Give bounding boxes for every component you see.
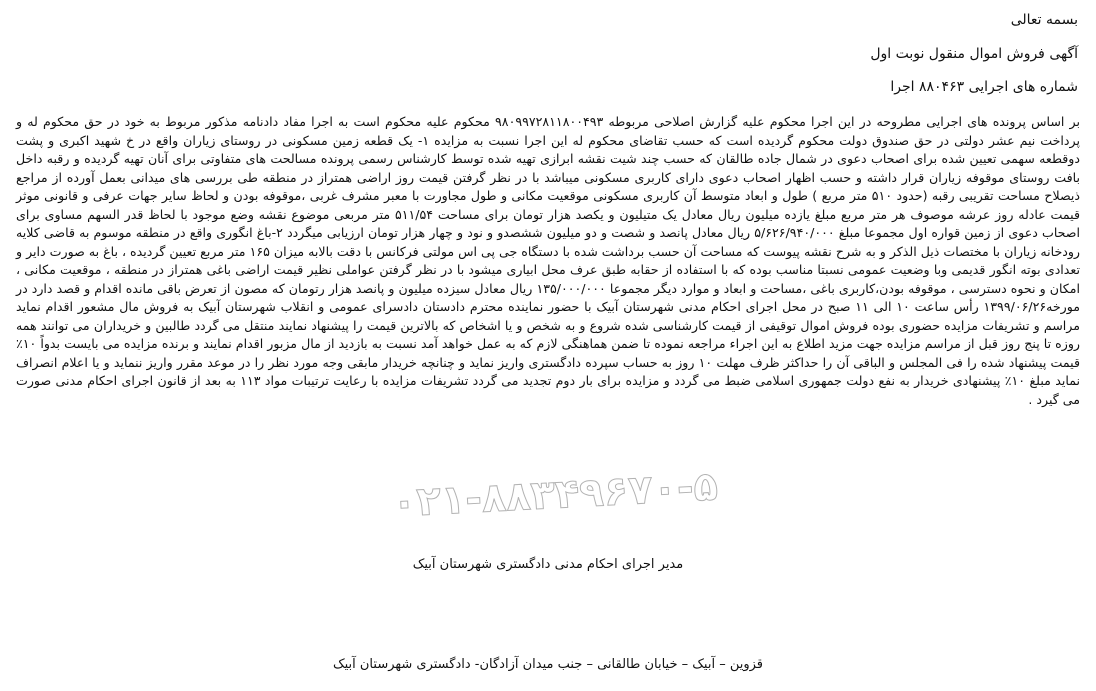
phone-watermark: ۰۲۱-۸۸۳۴۹۶۷۰-۵: [390, 463, 720, 527]
signer-title: مدیر اجرای احکام مدنی دادگستری شهرستان آبیک: [412, 557, 684, 572]
case-number: شماره های اجرایی ۸۸۰۴۶۳ اجرا: [890, 79, 1078, 95]
notice-body-paragraph: بر اساس پرونده های اجرایی مطروحه در این اجرا محکوم علیه گزارش اصلاحی مربوطه ۹۸۰۹۹۷۲۸۱۱۸۰۰۴۹۳ محکوم علیه محکوم است به اجرا مفاد دادنامه مذکور مربوط به خود در حق محکوم له و پرداخت نیم عشر دولتی در حق صندوق دولت محکوم گردیده است که حسب تقاضای محکوم له این اجرا نسبت به مزایده ۱- یک قطعه زمین مسکونی در روستای زیاران واقع در خ شهید اکبری و پشت دوقطعه سهمی تعیین شده برای اصحاب دعوی در شمال جاده طالقان که حسب چند شیت نقشه ابرازی تهیه شده توسط کارشناس رسمی پرونده مسالحت های متفاوتی برای آنان تهیه گردیده و رقبه داخل بافت روستای موقوفه زیاران قرار داشته و حسب اظهار اصحاب دعوی دارای کاربری مسکونی میباشد با در نظر گرفتن قیمت روز اراضی همتراز در منطقه طی بررسی های میدانی بعمل آورده از مراجع ذیصلاح مساحت تقریبی رقبه (حدود ۵۱۰ متر مربع ) طول و ابعاد متوسط آن کاربری مسکونی موقعیت مکانی و طول مجاورت با معبر مشرف غربی ،موقوفه بودن و لحاظ سایر جهات عرفی و قانونی موثر قیمت عادله روز عرشه موصوف هر متر مربع مبلغ یازده میلیون ریال معادل یک متیلیون و یکصد هزار تومان برای مساحت ۵۱۱/۵۴ متر مربعی موضوع نقشه وضع موجود با لحاظ قدر السهم مساوی برای اصحاب دعوی از زمین قواره اول مجموعا مبلغ ۵/۶۲۶/۹۴۰/۰۰۰ ریال معادل پانصد و شصت و دو میلیون ششصدو و نود و چهار هزار تومان ارزیابی میگردد ۲-باغ انگوری واقع در منطقه موسوم به قاضی کلایه رودخانه زیاران با مختصات ذیل الذکر و به شرح نقشه پیوست که مساحت آن حسب برداشت شده با دستگاه جی پی اس مولتی فرکانس با دقت بالابه میزان ۱۶۵ متر مربع تعیین گردیده ، باغ به صورت دایر و تعدادی بوته انگور قدیمی وبا وضعیت عمومی نسبتا مناسب بوده که با استفاده از حقابه طبق عرف محل ابیاری میشود با در نظر گرفتن عواملی نظیر قیمت اراضی باغی همتراز در منطقه ، موقعیت مکانی ، امکان و نحوه دسترسی ، موقوفه بودن،کاربری باغی ،مساحت و ابعاد و موارد دیگر مجموعا ۱۳۵/۰۰۰/۰۰۰ ریال معادل سیزده میلیون و پانصد هزار رتومان که مصون از تعرض باقی مانده اقدام و قصد دارد در مورخه۱۳۹۹/۰۶/۲۶ رأس ساعت ۱۰ الی ۱۱ صبح در محل اجرای احکام مدنی شهرستان آبیک با حضور نماینده محترم دادستان دادسرای عمومی و انقلاب شهرستان آبیک به فروش مال مشعور اقدام نماید مراسم و تشریفات مزایده حضوری بوده فروش اموال توقیفی از قیمت کارشناسی شده شروع و به شخص و یا اشخاص که بالاترین قیمت را پیشنهاد نمایند منتقل می گردد طالبین و خریداران می توانند همه روزه تا پنج روز قبل از مراسم مزایده جهت مزید اطلاع به این اجراء مراجعه نموده تا ضمن هماهنگی لازم که به عمل خواهد آمد نسبت به بازدید از مال مزبور اقدام نمایند و برنده مزایده می بایست بدواً ۱۰٪ قیمت پیشنهاد شده را فی المجلس و الباقی آن را حداکثر ظرف مهلت ۱۰ روز به حساب سپرده دادگستری واریز نماید و چنانچه خریدار مابقی وجه مورد نظر را در موعد مقرر واریز ننماید و یا اعلام انصراف نماید مبلغ ۱۰٪ پیشنهادی خریدار به نفع دولت جمهوری اسلامی ضبط می گردد و مزایده برای بار دوم تجدید می گردد تشریفات مزایده با رعایت ترتیبات مواد ۱۱۳ به بعد از قانون اجرای احکام مدنی صورت می گیرد .: [16, 114, 1081, 407]
footer-address: قزوین – آبیک – خیابان طالقانی – جنب میدان آزادگان- دادگستری شهرستان آبیک: [332, 657, 764, 672]
notice-title: آگهی فروش اموال منقول نوبت اول: [870, 46, 1078, 62]
basmala-heading: بسمه تعالی: [1010, 12, 1078, 28]
